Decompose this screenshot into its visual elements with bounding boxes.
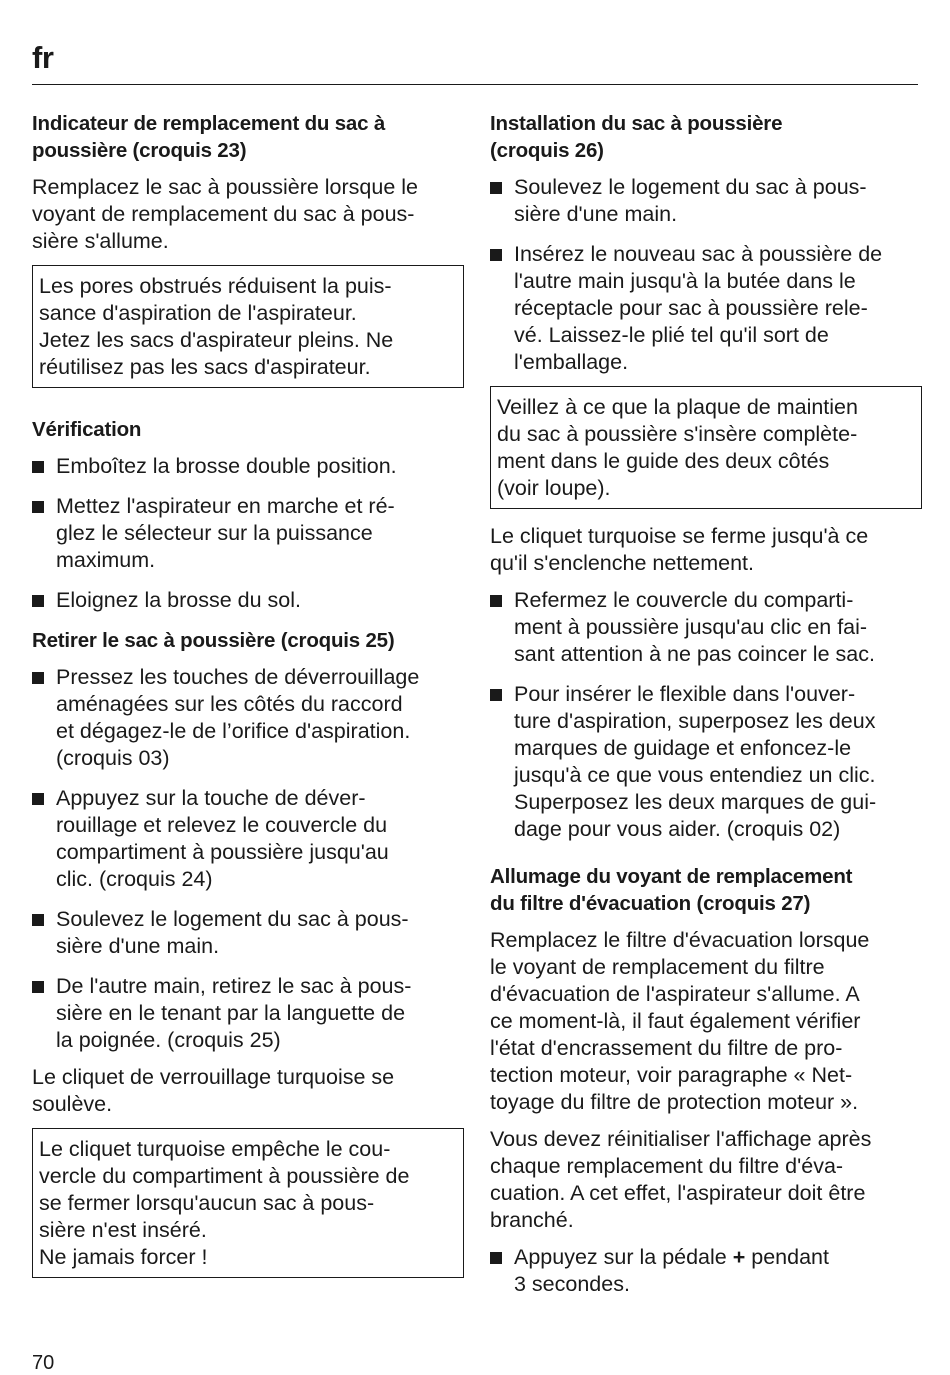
section-exhaust-filter xyxy=(490,863,922,1298)
list-item xyxy=(490,587,922,668)
list-item-text: Insérez le nouveau sac à poussière de l'autre main jusqu'à la butée dans le réceptacle pour sac à poussière rele- vé. Laissez-le plié tel qu'il sort de l'emballage. xyxy=(514,242,883,374)
square-bullet-icon xyxy=(490,689,502,701)
list-item xyxy=(32,493,464,574)
list-item-text: De l'autre main, retirez le sac à pous- sière en le tenant par la languette de la poignée. (croquis 25) xyxy=(56,974,412,1052)
bullet-list xyxy=(32,664,464,1054)
list-item xyxy=(32,453,464,480)
list-item xyxy=(490,174,922,228)
paragraph: Remplacez le sac à poussière lorsque le voyant de remplacement du sac à pous- sière s'allume. xyxy=(32,175,419,253)
bullet-list xyxy=(490,587,922,843)
paragraph: Le cliquet turquoise se ferme jusqu'à ce qu'il s'enclenche nettement. xyxy=(490,524,869,575)
section-heading: Installation du sac à poussière (croquis 26) xyxy=(490,112,783,162)
header-rule xyxy=(32,84,918,85)
section-install-dustbag xyxy=(490,110,922,843)
list-item-text: Pressez les touches de déverrouillage aménagées sur les côtés du raccord et dégagez-le de l’orifice d'aspiration. (croquis 03) xyxy=(56,665,420,770)
plus-symbol: + xyxy=(732,1245,746,1269)
note-box: Les pores obstrués réduisent la puis- sance d'aspiration de l'aspirateur. Jetez les sacs d'aspirateur pleins. Ne réutilisez pas les sacs d'aspirateur. xyxy=(32,265,464,388)
square-bullet-icon xyxy=(490,595,502,607)
list-item xyxy=(32,906,464,960)
section-dustbag-indicator xyxy=(32,110,464,388)
paragraph: Le cliquet de verrouillage turquoise se soulève. xyxy=(32,1065,395,1116)
square-bullet-icon xyxy=(32,793,44,805)
section-heading: Indicateur de remplacement du sac à poussière (croquis 23) xyxy=(32,112,386,162)
warning-box: Le cliquet turquoise empêche le cou- vercle du compartiment à poussière de se fermer lorsqu'aucun sac à pous- sière n'est inséré. Ne jamais forcer ! xyxy=(32,1128,464,1278)
square-bullet-icon xyxy=(32,981,44,993)
list-item-text: Refermez le couvercle du comparti- ment à poussière jusqu'au clic en fai- sant attention à ne pas coincer le sac. xyxy=(514,588,875,666)
page-number: 70 xyxy=(32,1352,55,1374)
list-item-text: Appuyez sur la touche de déver- rouillage et relevez le couvercle du compartiment à poussière jusqu'au clic. (croquis 24) xyxy=(56,786,389,891)
square-bullet-icon xyxy=(32,672,44,684)
square-bullet-icon xyxy=(32,595,44,607)
left-column xyxy=(32,110,464,1306)
square-bullet-icon xyxy=(490,182,502,194)
square-bullet-icon xyxy=(32,914,44,926)
bullet-list xyxy=(32,453,464,614)
list-item xyxy=(32,973,464,1054)
square-bullet-icon xyxy=(490,249,502,261)
list-item xyxy=(32,664,464,772)
bullet-list xyxy=(490,174,922,376)
list-item-text: Mettez l'aspirateur en marche et ré- glez le sélecteur sur la puissance maximum. xyxy=(56,494,395,572)
section-heading: Vérification xyxy=(32,418,142,441)
list-item xyxy=(32,587,464,614)
list-item-text: Emboîtez la brosse double position. xyxy=(56,454,397,478)
section-verification xyxy=(32,416,464,614)
note-box: Veillez à ce que la plaque de maintien du sac à poussière s'insère complète- ment dans le guide des deux côtés (voir loupe). xyxy=(490,386,922,509)
bullet-list xyxy=(490,1244,922,1298)
list-item-text: Eloignez la brosse du sol. xyxy=(56,588,302,612)
section-heading: Retirer le sac à poussière (croquis 25) xyxy=(32,629,395,652)
list-item xyxy=(490,1244,922,1298)
list-item-text: Soulevez le logement du sac à pous- sière d'une main. xyxy=(56,907,409,958)
square-bullet-icon xyxy=(32,501,44,513)
section-heading: Allumage du voyant de remplacement du filtre d'évacuation (croquis 27) xyxy=(490,865,853,915)
right-column xyxy=(490,110,922,1311)
square-bullet-icon xyxy=(32,461,44,473)
list-item-text: Soulevez le logement du sac à pous- sière d'une main. xyxy=(514,175,867,226)
paragraph: Vous devez réinitialiser l'affichage après chaque remplacement du filtre d'éva- cuation. A cet effet, l'aspirateur doit être branché. xyxy=(490,1127,872,1232)
list-item xyxy=(32,785,464,893)
list-item xyxy=(490,681,922,843)
paragraph: Remplacez le filtre d'évacuation lorsque le voyant de remplacement du filtre d'évacuation de l'aspirateur s'allume. A ce moment-là, il faut également vérifier l'état d'encrassement du filtre de pro- tection moteur, voir paragraphe « Net- toyage du filtre de protection moteur ». xyxy=(490,928,870,1114)
list-item-text: pendant 3 secondes. xyxy=(514,1245,829,1296)
square-bullet-icon xyxy=(490,1252,502,1264)
list-item-text: Appuyez sur la pédale xyxy=(514,1245,733,1269)
list-item-text: Pour insérer le flexible dans l'ouver- ture d'aspiration, superposez les deux marques de guidage et enfoncez-le jusqu'à ce que vous entendiez un clic. Superposez les deux marques de gui- dage pour vous aider. (croquis 02) xyxy=(514,682,877,841)
section-remove-dustbag xyxy=(32,627,464,1278)
language-label: fr xyxy=(32,40,54,75)
list-item xyxy=(490,241,922,376)
